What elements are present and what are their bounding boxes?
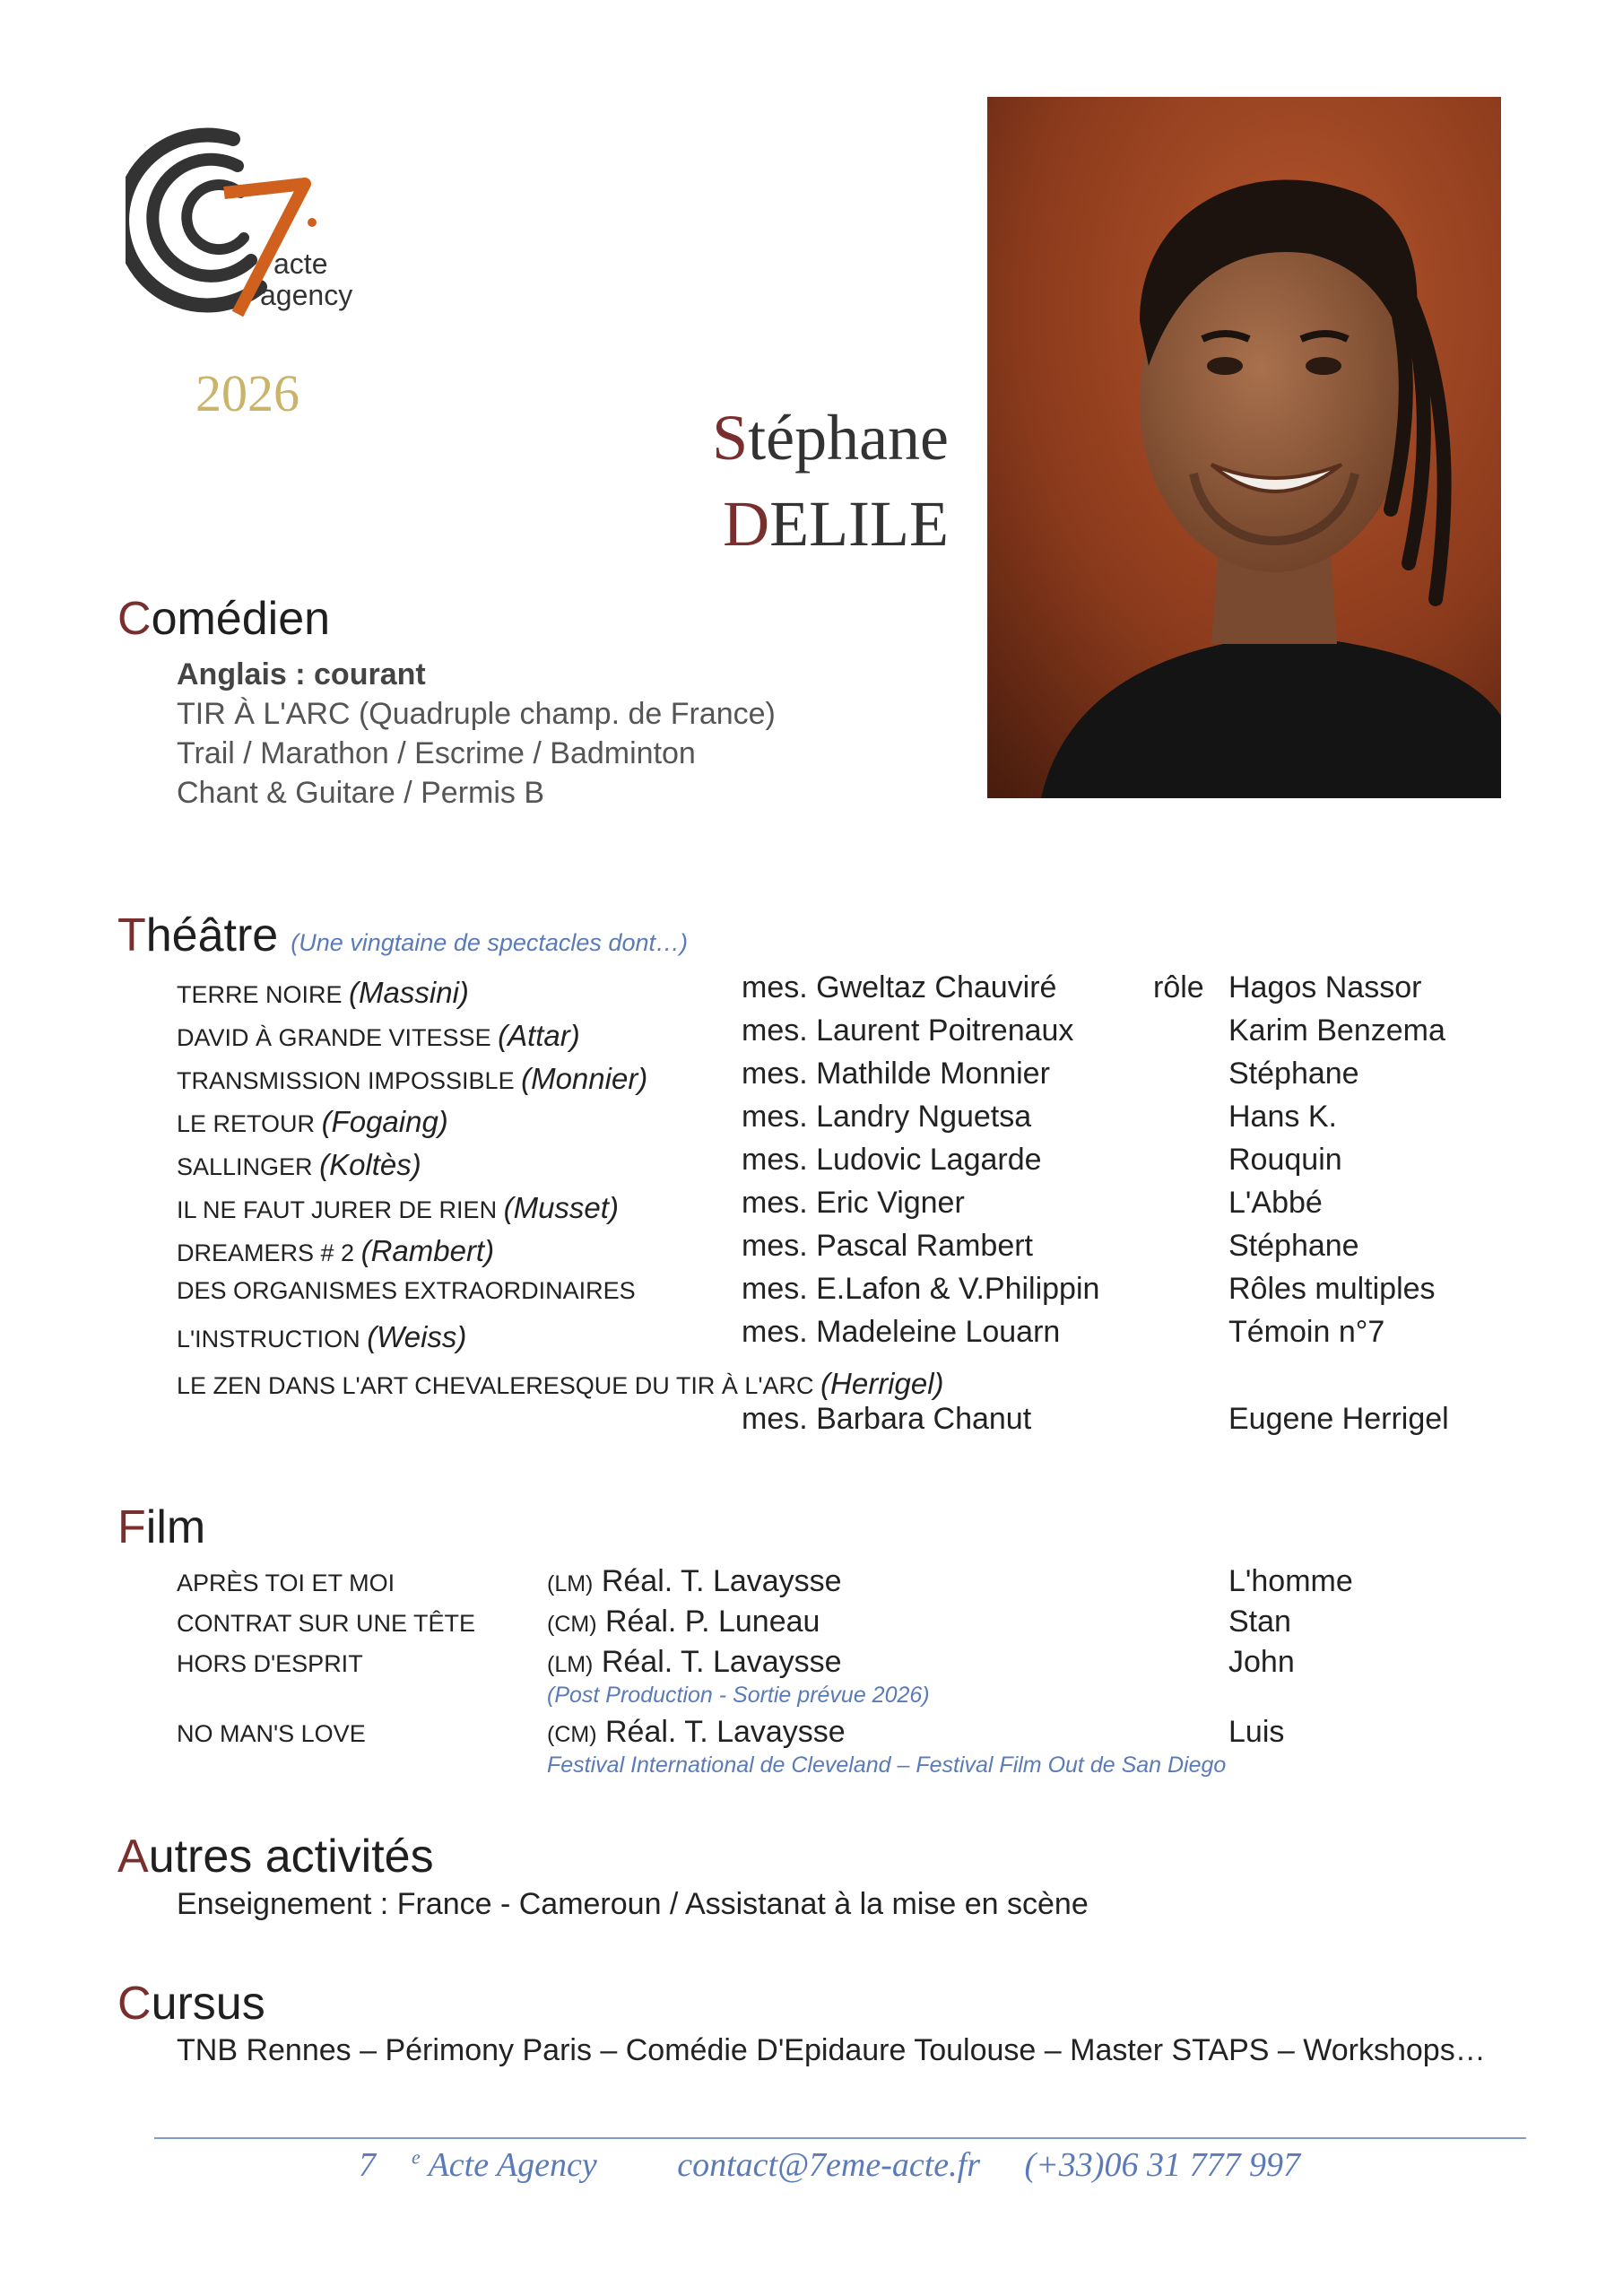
theatre-subtitle: (Une vingtaine de spectacles dont…) — [291, 929, 688, 956]
autres-text: Enseignement : France - Cameroun / Assistanat à la mise en scène — [177, 1887, 1089, 1921]
last-name: DELILE — [723, 488, 949, 560]
section-heading-comedien: Comédien — [117, 593, 331, 645]
section-heading-theatre: Théâtre (Une vingtaine de spectacles dont…) — [117, 909, 688, 961]
section-heading-cursus: Cursus — [117, 1978, 265, 2030]
footer-divider — [154, 2137, 1526, 2139]
film-row: CONTRAT SUR UNE TÊTE (CM) Réal. P. Luneau Stan — [177, 1605, 1291, 1639]
logo-text-acte: acte — [273, 248, 328, 280]
theatre-row: DREAMERS # 2 (Rambert) mes. Pascal Rambert Stéphane — [177, 1229, 1359, 1267]
skill-language: Anglais : courant — [177, 657, 426, 691]
theatre-row: DES ORGANISMES EXTRAORDINAIRES mes. E.Lafon & V.Philippin Rôles multiples — [177, 1272, 1436, 1306]
agency-logo — [126, 117, 368, 332]
film-note: (Post Production - Sortie prévue 2026) — [547, 1683, 930, 1708]
footer-agency: 7 $^e$ Acte Agency — [359, 2145, 597, 2184]
footer-email[interactable]: contact@7eme-acte.fr — [677, 2146, 980, 2184]
skill-music-license: Chant & Guitare / Permis B — [177, 776, 545, 810]
theatre-row: TERRE NOIRE (Massini) mes. Gweltaz Chauviré rôle Hagos Nassor — [177, 970, 1422, 1009]
skill-archery: TIR À L'ARC (Quadruple champ. de France) — [177, 697, 776, 731]
portrait-photo — [987, 97, 1501, 798]
role-label: rôle — [1153, 970, 1204, 1004]
film-note: Festival International de Cleveland – Festival Film Out de San Diego — [547, 1752, 1227, 1778]
film-row: APRÈS TOI ET MOI (LM) Réal. T. Lavaysse L'homme — [177, 1564, 1353, 1598]
theatre-row-last-title: LE ZEN DANS L'ART CHEVALERESQUE DU TIR À L'ARC (Herrigel) — [177, 1367, 944, 1400]
section-heading-autres: Autres activités — [117, 1831, 434, 1883]
theatre-row: DAVID À GRANDE VITESSE (Attar) mes. Laurent Poitrenaux Karim Benzema — [177, 1013, 1445, 1052]
theatre-row: L'INSTRUCTION (Weiss) mes. Madeleine Louarn Témoin n°7 — [177, 1315, 1385, 1353]
section-heading-film: Film — [117, 1501, 206, 1553]
film-row: HORS D'ESPRIT (LM) Réal. T. Lavaysse John — [177, 1645, 1295, 1679]
theatre-row: TRANSMISSION IMPOSSIBLE (Monnier) mes. Mathilde Monnier Stéphane — [177, 1057, 1359, 1095]
year: 2026 — [195, 364, 299, 422]
theatre-row: LE RETOUR (Fogaing) mes. Landry Nguetsa Hans K. — [177, 1100, 1337, 1138]
footer — [359, 2145, 1336, 2185]
theatre-row: IL NE FAUT JURER DE RIEN (Musset) mes. Eric Vigner L'Abbé — [177, 1186, 1323, 1224]
theatre-row: SALLINGER (Koltès) mes. Ludovic Lagarde Rouquin — [177, 1143, 1342, 1181]
skill-sports: Trail / Marathon / Escrime / Badminton — [177, 736, 696, 770]
logo-text-agency: agency — [260, 279, 353, 311]
first-name: Stéphane — [712, 402, 949, 474]
footer-phone[interactable]: (+33)06 31 777 997 — [1024, 2146, 1300, 2184]
film-row: NO MAN'S LOVE (CM) Réal. T. Lavaysse Luis — [177, 1715, 1285, 1749]
cursus-text: TNB Rennes – Périmony Paris – Comédie D'Epidaure Toulouse – Master STAPS – Workshops… — [177, 2033, 1486, 2067]
theatre-row-last-credits: mes. Barbara Chanut Eugene Herrigel — [742, 1402, 1449, 1436]
